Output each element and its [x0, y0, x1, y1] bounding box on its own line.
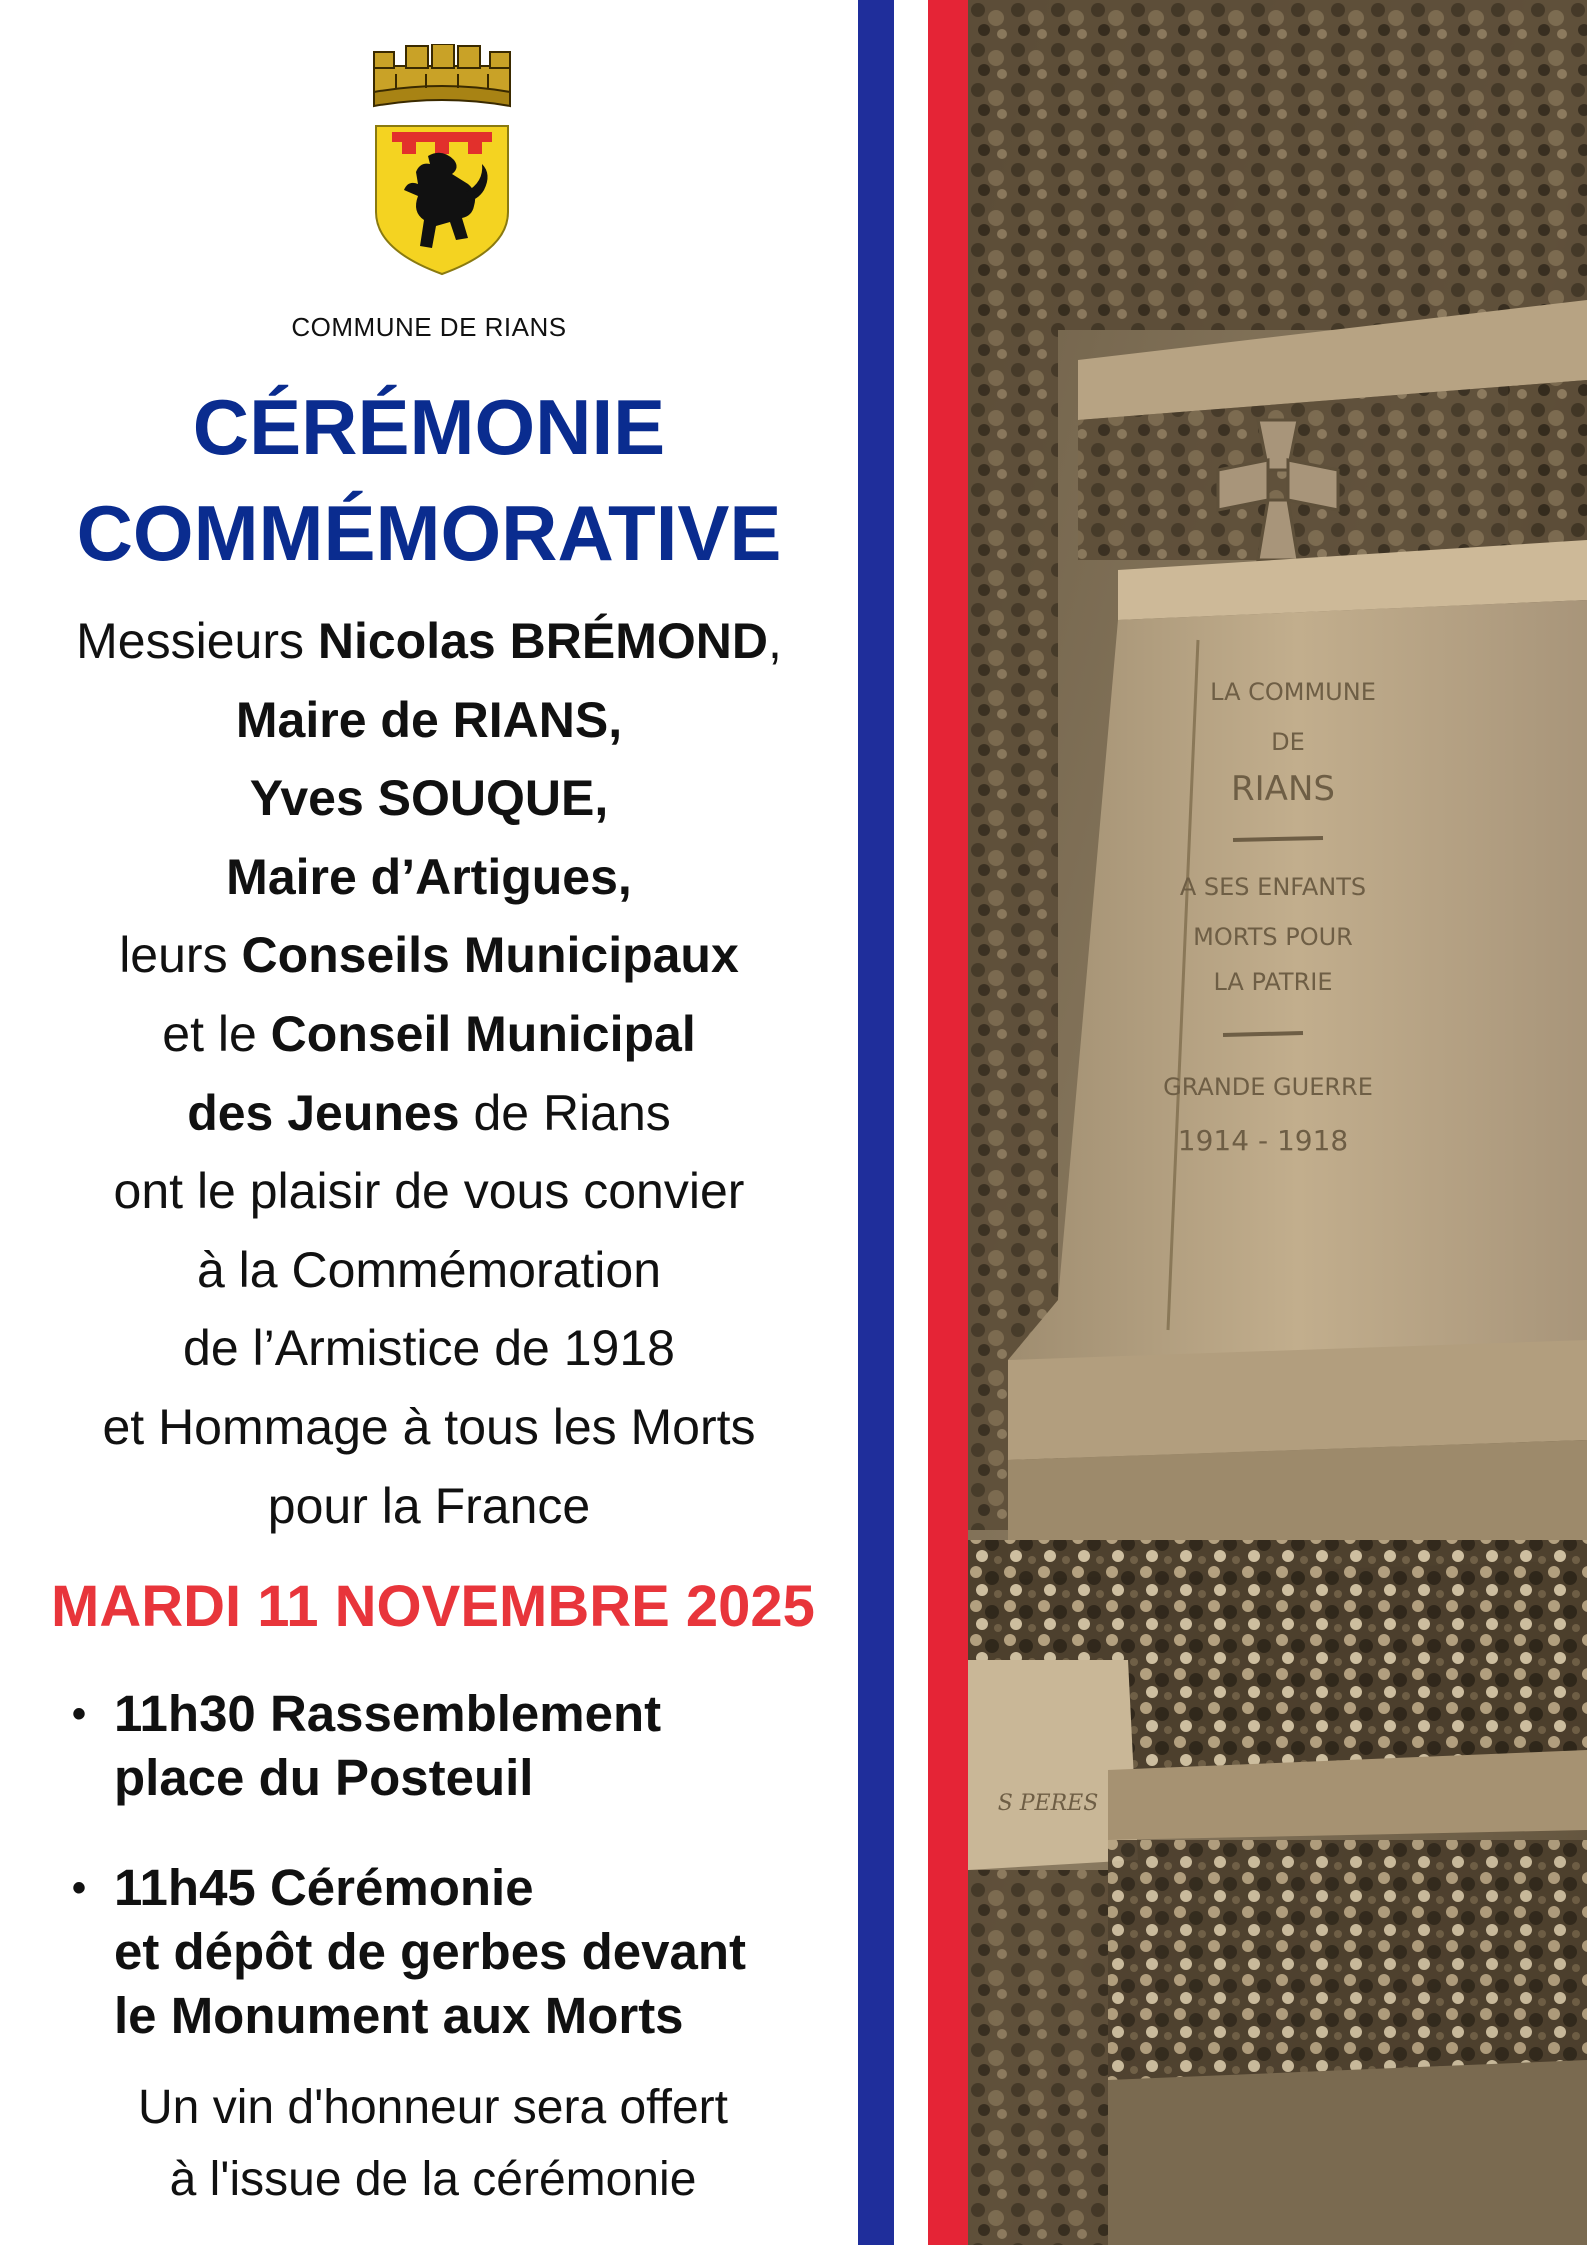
- schedule-line: 11h45 Cérémonie: [114, 1859, 534, 1916]
- flag-stripe-red: [928, 0, 968, 2245]
- schedule-line: le Monument aux Morts: [114, 1987, 684, 2044]
- invitation-line: de l’Armistice de 1918: [183, 1320, 675, 1377]
- rians-coat-of-arms-icon: [366, 44, 518, 276]
- mural-crown: [374, 44, 510, 106]
- inscription-line: GRANDE GUERRE: [1163, 1073, 1373, 1101]
- flag-stripe-white: [894, 0, 928, 2245]
- inscription-line: MORTS POUR: [1193, 923, 1353, 951]
- invitation-line: Maire d’Artigues,: [226, 848, 632, 905]
- inscription-line: 1914 - 1918: [1177, 1124, 1349, 1157]
- schedule-item: [72, 1856, 832, 2048]
- flag-stripe-blue: [858, 0, 894, 2245]
- schedule-line: place du Posteuil: [114, 1749, 534, 1806]
- footer-line: à l'issue de la cérémonie: [169, 2153, 697, 2206]
- invitation-line: et le Conseil Municipal: [162, 1005, 696, 1062]
- invitation-line: ont le plaisir de vous convier: [113, 1163, 745, 1220]
- monument-photo: [968, 0, 1587, 2245]
- invitation-line: Yves SOUQUE,: [249, 770, 609, 827]
- schedule-list: [72, 1682, 832, 2094]
- inscription-line: DE: [1271, 728, 1305, 756]
- invitation-text: [0, 602, 858, 1545]
- inscription-line: RIANS: [1231, 769, 1335, 809]
- page-title-line1: CÉRÉMONIE: [192, 383, 666, 471]
- event-date: MARDI 11 NOVEMBRE 2025: [51, 1574, 815, 1639]
- commune-name: COMMUNE DE RIANS: [291, 312, 567, 342]
- inscription-line: LA PATRIE: [1213, 968, 1333, 996]
- monument-illustration: [968, 0, 1587, 2245]
- invitation-line: et Hommage à tous les Morts: [102, 1398, 756, 1455]
- inscription-line: A SES ENFANTS: [1179, 873, 1367, 901]
- footer-note: [0, 2072, 866, 2216]
- footer-line: Un vin d'honneur sera offert: [138, 2081, 728, 2134]
- invitation-line: Maire de RIANS,: [235, 691, 623, 748]
- bullet-icon: •: [72, 1692, 87, 1736]
- schedule-line: 11h30 Rassemblement: [114, 1685, 662, 1742]
- schedule-item: [72, 1682, 832, 1810]
- page-title-line2: COMMÉMORATIVE: [76, 489, 782, 577]
- bullet-icon: •: [72, 1866, 87, 1910]
- schedule-line: et dépôt de gerbes devant: [114, 1923, 746, 1980]
- invitation-line: des Jeunes de Rians: [187, 1084, 671, 1141]
- invitation-line: leurs Conseils Municipaux: [119, 927, 739, 984]
- invitation-line: pour la France: [267, 1477, 591, 1534]
- invitation-line: à la Commémoration: [196, 1241, 662, 1298]
- plaque-text: S PERES: [997, 1791, 1099, 1816]
- inscription-line: LA COMMUNE: [1210, 678, 1376, 706]
- invitation-line: Messieurs Nicolas BRÉMOND,: [76, 613, 782, 669]
